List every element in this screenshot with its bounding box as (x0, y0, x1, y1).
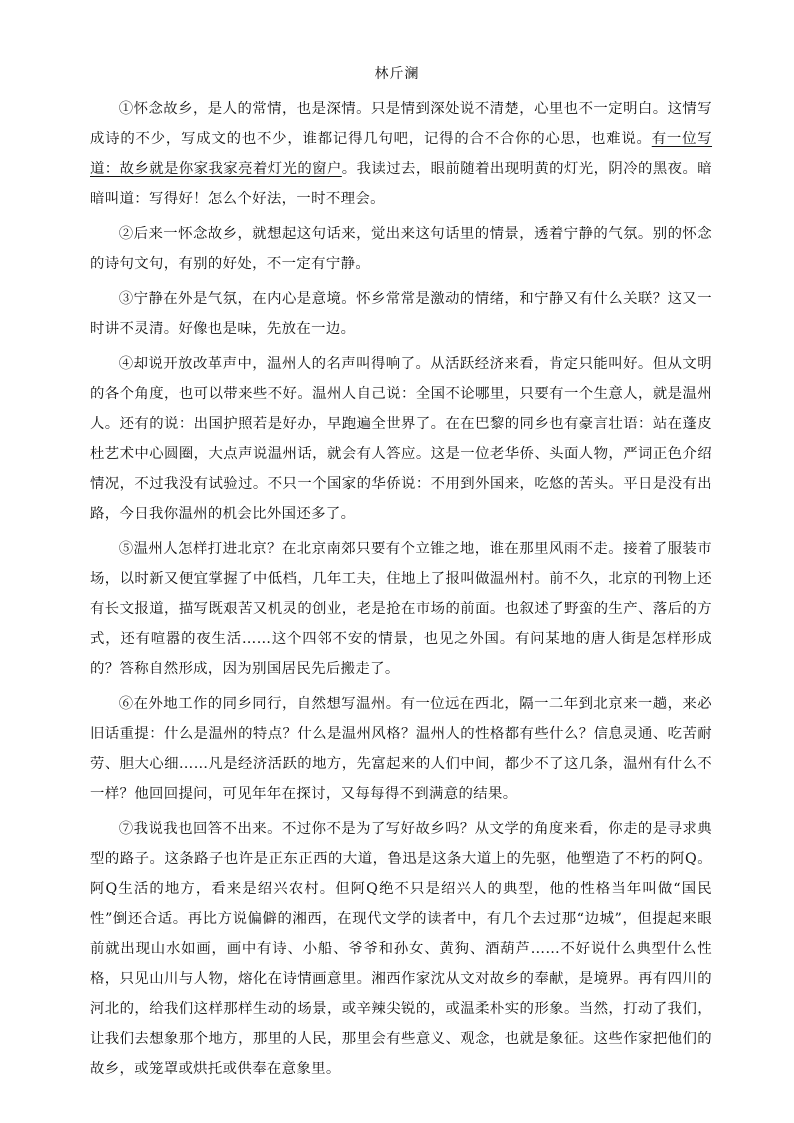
paragraph-1-text-end: 。我读过去，眼前随着出现明黄的灯光，阴冷的黑夜。暗暗叫道：写得好！怎么个好法，一时不理会。 (90, 161, 712, 207)
author-name: 林斤澜 (374, 66, 420, 82)
paragraph-7: ⑦我说我也回答不出来。不过你不是为了写好故乡吗？从文学的角度来看，你走的是寻求典型的路子。这条路子也许是正东正西的大道，鲁迅是这条大道上的先驱，他塑造了不朽的阿Q。阿Q生活的地方，看来是绍兴农村。但阿Q绝不只是绍兴人的典型，他的性格当年叫做“国民性”倒还合适。再比方说偏僻的湘西，在现代文学的读者中，有几个去过那“边城”，但提起来眼前就出现山水如画，画中有诗、小船、爷爷和孙女、黄狗、酒葫芦……不好说什么典型什么性格，只见山川与人物，熔化在诗情画意里。湘西作家沈从文对故乡的奉献，是境界。再有四川的河北的，给我们这样那样生动的场景，或辛辣尖锐的，或温柔朴实的形象。当然，打动了我们，让我们去想象那个地方，那里的人民，那里会有些意义、观念，也就是象征。这些作家把他们的故乡，或笼罩或烘托或供奉在意象里。 (90, 821, 712, 1077)
underlined-quote: 有一位写道：故乡就是你家我家亮着灯光的窗户 (90, 131, 713, 177)
article-body (90, 94, 712, 1089)
paragraph-1 (90, 94, 712, 214)
paragraph-6: ⑥在外地工作的同乡同行，自然想写温州。有一位远在西北，隔一二年到北京来一趟，来必旧话重提：什么是温州的特点？什么是温州风格？温州人的性格都有些什么？信息灵通、吃苦耐劳、胆大心细……凡是经济活跃的地方，先富起来的人们中间，都少不了这几条，温州有什么不一样？他回回提问，可见年年在探讨，又每每得不到满意的结果。 (90, 696, 712, 802)
paragraph-4: ④却说开放改革声中，温州人的名声叫得响了。从活跃经济来看，肯定只能叫好。但从文明的各个角度，也可以带来些不好。温州人自己说：全国不论哪里，只要有一个生意人，就是温州人。还有的说：出国护照若是好办，早跑遍全世界了。在在巴黎的同乡也有豪言壮语：站在蓬皮杜艺术中心圆圈，大点声说温州话，就会有人答应。这是一位老华侨、头面人物，严词正色介绍情况，不过我没有试验过。不只一个国家的华侨说：不用到外国来，吃悠的苦头。平日是没有出路，今日我你温州的机会比外国还多了。 (90, 356, 712, 522)
paragraph-3: ③宁静在外是气氛，在内心是意境。怀乡常常是激动的情绪，和宁静又有什么关联？这又一时讲不灵清。好像也是味，先放在一边。 (90, 291, 712, 337)
paragraph-5: ⑤温州人怎样打进北京？在北京南郊只要有个立锥之地，谁在那里风雨不走。接着了服装市场，以时新又便宜掌握了中低档，几年工夫，住地上了报叫做温州村。前不久，北京的刊物上还有长文报道，描写既艰苦又机灵的创业，老是抢在市场的前面。也叙述了野蛮的生产、落后的方式，还有喧嚣的夜生活……这个四邻不安的情景，也见之外国。有问某地的唐人街是怎样形成的？答称自然形成，因为别国居民先后搬走了。 (90, 541, 712, 677)
paragraph-1-text-start: ①怀念故乡，是人的常情，也是深情。只是情到深处说不清楚，心里也不一定明白。这情写成诗的不少，写成文的也不少，谁都记得几句吧，记得的合不合你的心思，也难说。 (90, 101, 712, 147)
paragraph-2: ②后来一怀念故乡，就想起这句话来，觉出来这句话里的情景，透着宁静的气氛。别的怀念的诗句文句，有别的好处，不一定有宁静。 (90, 226, 712, 272)
